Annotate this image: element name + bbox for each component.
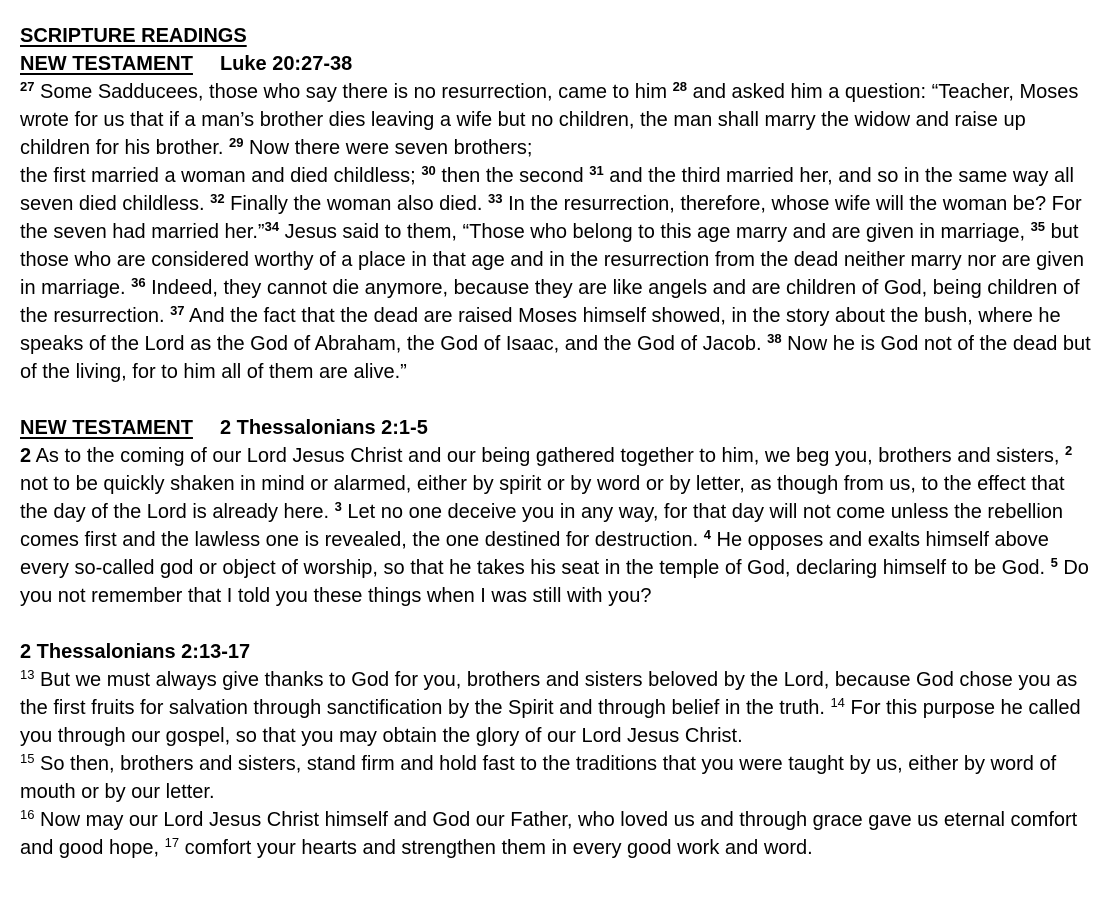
verse-number: 34 bbox=[264, 219, 280, 234]
scripture-section bbox=[20, 50, 1092, 386]
section-heading bbox=[20, 638, 1092, 666]
verse-paragraph: 2 As to the coming of our Lord Jesus Christ and our being gathered together to him, we beg you, brothers and sisters, $^2$ not to be quickly shaken in mind or alarmed, either by spirit or by word or by letter, as though from us, to the effect that the day of the Lord is already here. $^3$ Let no one deceive you in any way, for that day will not come unless the rebellion comes first and the lawless one is revealed, the one destined for destruction. $^4$ He opposes and exalts himself above every so-called god or object of worship, so that he takes his seat in the temple of God, declaring himself to be God. $^5$ Do you not remember that I told you these things when I was still with you? bbox=[20, 443, 1089, 607]
verse-number: 38 bbox=[767, 331, 782, 346]
verse-number: 36 bbox=[131, 275, 146, 290]
verse-number: 32 bbox=[210, 191, 225, 206]
verse-number: 14 bbox=[830, 695, 845, 710]
verse-number: 35 bbox=[1030, 219, 1046, 234]
document-title: SCRIPTURE READINGS bbox=[20, 25, 247, 47]
section-label: NEW TESTAMENT bbox=[20, 53, 193, 75]
section-reference: 2 Thessalonians 2:13-17 bbox=[20, 641, 251, 663]
verse-number: 29 bbox=[229, 135, 244, 150]
verse-number: 16 bbox=[20, 807, 35, 822]
verse-number: 31 bbox=[589, 163, 604, 178]
verse-number: 28 bbox=[672, 79, 688, 94]
verse-number: 15 bbox=[20, 751, 35, 766]
verse-paragraph: $^{13}$ But we must always give thanks to God for you, brothers and sisters beloved by the Lord, because God chose you as the first fruits for salvation through sanctification by the Spirit and through belief in the truth. $^{14}$ For this purpose he called you through our gospel, so that you may obtain the glory of our Lord Jesus Christ. bbox=[20, 667, 1081, 747]
verse-paragraph: $^{16}$ Now may our Lord Jesus Christ himself and God our Father, who loved us and through grace gave us eternal comfort and good hope, $^{17}$ comfort your hearts and strengthen them in every good work and word. bbox=[20, 807, 1078, 859]
verse-number: 13 bbox=[20, 667, 35, 682]
verse-paragraph: $^{15}$ So then, brothers and sisters, stand firm and hold fast to the traditions that you were taught by us, either by word of mouth or by our letter. bbox=[20, 751, 1057, 803]
verse-number: 4 bbox=[703, 527, 711, 542]
verse-number: 27 bbox=[20, 79, 35, 94]
chapter-number: 2 bbox=[20, 445, 32, 467]
section-heading bbox=[20, 50, 1092, 78]
verse-number: 37 bbox=[170, 303, 185, 318]
section-heading bbox=[20, 414, 1092, 442]
section-reference: 2 Thessalonians 2:1-5 bbox=[219, 417, 428, 439]
verse-paragraph: the first married a woman and died childless; $^{30}$ then the second $^{31}$ and the third married her, and so in the same way all seven died childless. $^{32}$ Finally the woman also died. $^{33}$ In the resurrection, therefore, whose wife will the woman be? For the seven had married her.”$^{34}$ Jesus said to them, “Those who belong to this age marry and are given in marriage, $^{35}$ but those who are considered worthy of a place in that age and in the resurrection from the dead neither marry nor are given in marriage. $^{36}$ Indeed, they cannot die anymore, because they are like angels and are children of God, being children of the resurrection. $^{37}$ And the fact that the dead are raised Moses himself showed, in the story about the bush, where he speaks of the Lord as the God of Abraham, the God of Isaac, and the God of Jacob. $^{38}$ Now he is God not of the dead but of the living, for to him all of them are alive.” bbox=[20, 163, 1091, 383]
section-reference: Luke 20:27-38 bbox=[219, 53, 353, 75]
sections-container bbox=[20, 50, 1092, 862]
verse-number: 33 bbox=[488, 191, 503, 206]
verse-number: 3 bbox=[334, 499, 342, 514]
verse-number: 5 bbox=[1050, 555, 1058, 570]
scripture-section bbox=[20, 638, 1092, 862]
verse-number: 17 bbox=[164, 835, 180, 850]
verse-number: 30 bbox=[421, 163, 436, 178]
verse-number: 2 bbox=[1065, 443, 1073, 458]
section-label: NEW TESTAMENT bbox=[20, 417, 193, 439]
verse-paragraph: $^{27}$ Some Sadducees, those who say there is no resurrection, came to him $^{28}$ and asked him a question: “Teacher, Moses wrote for us that if a man’s brother dies leaving a wife but no children, the man shall marry the widow and raise up children for his brother. $^{29}$ Now there were seven brothers; bbox=[20, 79, 1079, 159]
scripture-section bbox=[20, 414, 1092, 610]
